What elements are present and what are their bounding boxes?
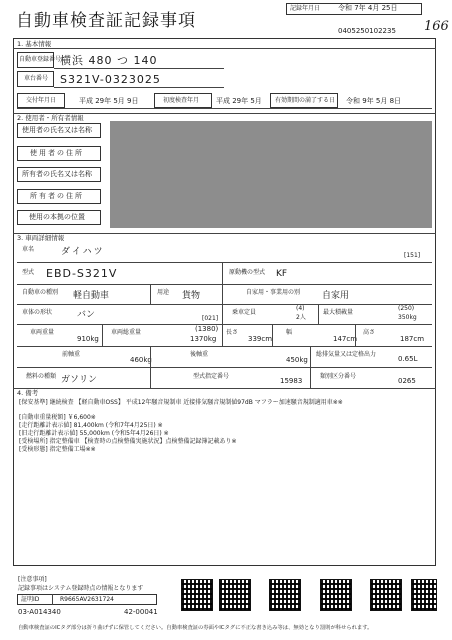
issue-date: 令和 7年 4月 25日 (338, 4, 398, 12)
qr-code-6 (411, 579, 437, 611)
gross-label: 車両総重量 (111, 329, 142, 336)
first-reg-label: 初度検査年月 (163, 97, 200, 104)
capacity-value: 2人 (296, 314, 306, 321)
issue-label: 交付年月日 (26, 97, 57, 104)
type-no-label: 型式指定番号 (193, 373, 230, 380)
shape-label: 車体の形状 (22, 309, 53, 316)
engine-value: KF (276, 269, 288, 279)
private-value: 自家用 (322, 291, 350, 301)
maker-value: ダイハツ (61, 247, 105, 257)
expiry-label: 有効期間の満了する日 (275, 97, 336, 104)
user-addr-label: 使用者の住所 (30, 149, 84, 157)
owner-name-label: 所有者の氏名又は名称 (22, 170, 92, 178)
id-label: 証明ID (21, 596, 40, 603)
code-left: 03-A014340 (18, 608, 61, 616)
height-value: 187cm (400, 335, 425, 343)
class-label: 類別区分番号 (320, 373, 357, 380)
handwritten-number: 166 (424, 19, 449, 34)
use-value: 貨物 (182, 291, 201, 301)
maker-code: [151] (404, 252, 421, 259)
section-basic: 1. 基本情報 (17, 40, 52, 48)
width-label: 幅 (286, 329, 293, 336)
remark-line-6: [受検形態] 指定整備工場※※ (19, 446, 96, 453)
remark-line-1: [保安基準] 継続検査 【軽自動車OSS】 平成12年騒音規制車 近接排気騒音規制値97dB マフラー加速騒音規制適用車※※ (19, 399, 343, 406)
load-paren: (250) (398, 305, 415, 312)
model-value: EBD-S321V (46, 267, 118, 280)
rear-label: 後軸重 (190, 351, 209, 358)
width-value: 147cm (333, 335, 358, 343)
gross-paren: (1380) (195, 325, 219, 333)
first-reg-value: 平成 29年 5月 (216, 97, 262, 105)
front-label: 前軸重 (62, 351, 81, 358)
shape-value: バン (77, 310, 96, 320)
issue-value: 平成 29年 5月 9日 (79, 97, 139, 105)
fuel-value: ガソリン (61, 375, 98, 385)
height-label: 高さ (363, 329, 376, 336)
notes-line: 記録事項はシステム登録時点の情報となります (18, 585, 144, 592)
remark-line-3: [走行距離計表示値] 81,400km (令和7年4月25日) ※ (19, 422, 163, 429)
qr-code-1 (181, 579, 213, 611)
weight-label: 車両重量 (30, 329, 55, 336)
vin-value: S321V-0323025 (60, 73, 161, 86)
doc-number: 0405250102235 (338, 27, 396, 35)
kind-value: 軽自動車 (73, 291, 110, 301)
length-label: 長さ (226, 329, 239, 336)
displacement-value: 0.65L (398, 355, 418, 363)
issue-date-label: 記録年月日 (290, 5, 321, 12)
remark-line-5: [受検場所] 指定整備車 【検査時の点検整備実施状況】点検整備記録簿記載あり※ (19, 438, 237, 445)
load-value: 350kg (398, 314, 417, 321)
length-value: 339cm (248, 335, 273, 343)
type-no-value: 15983 (280, 377, 303, 385)
qr-code-2 (219, 579, 251, 611)
base-label: 使用の本拠の位置 (29, 213, 85, 221)
rear-value: 450kg (286, 356, 308, 364)
reg-value: 横浜 480 つ 140 (60, 54, 158, 67)
section-vehicle: 3. 車両詳細情報 (17, 234, 65, 242)
section-owner: 2. 使用者・所有者情報 (17, 114, 84, 122)
capacity-label: 乗車定員 (232, 309, 257, 316)
qr-code-3 (269, 579, 301, 611)
qr-code-5 (370, 579, 402, 611)
bottom-notice: 自動車検査証のICタグ部分は折り曲げずに保管してください。自動車検査証の券面やICタグに不正な書き込み等は、無効となり罰則が科せられます。 (18, 625, 373, 631)
front-value: 460kg (130, 356, 152, 364)
class-value: 0265 (398, 377, 416, 385)
kind-label: 自動車の種別 (22, 289, 59, 296)
user-name-label: 使用者の氏名又は名称 (22, 126, 92, 134)
expiry-value: 令和 9年 5月 8日 (346, 97, 402, 105)
private-label: 自家用・事業用の別 (246, 289, 301, 296)
reg-label: 自動車登録番号 (19, 56, 62, 63)
fuel-label: 燃料の種類 (26, 373, 57, 380)
gross-value: 1370kg (190, 335, 217, 343)
qr-code-4 (320, 579, 352, 611)
code-right: 42-00041 (124, 608, 158, 616)
weight-value: 910kg (77, 335, 99, 343)
displacement-label: 総排気量又は定格出力 (316, 351, 377, 358)
model-label: 型式 (22, 269, 35, 276)
load-label: 最大積載量 (323, 309, 354, 316)
maker-label: 車名 (22, 246, 35, 253)
engine-label: 原動機の型式 (229, 269, 266, 276)
vin-label: 車台番号 (24, 75, 49, 82)
remark-line-2: [自動車重量税額] ￥6,600※ (19, 414, 96, 421)
owner-addr-label: 所有者の住所 (30, 192, 84, 200)
remark-line-4: [旧走行距離計表示値] 55,000km (令和5年4月26日) ※ (19, 430, 169, 437)
notes-title: [注意事項] (18, 576, 47, 583)
document-title: 自動車検査証記録事項 (16, 11, 196, 31)
shape-code: [021] (202, 315, 219, 322)
capacity-paren: (4) (296, 305, 305, 312)
id-value: R9665AV2631724 (60, 596, 114, 603)
owner-info-redaction (110, 121, 432, 228)
section-remarks: 4. 備考 (17, 389, 39, 397)
use-label: 用途 (157, 289, 170, 296)
